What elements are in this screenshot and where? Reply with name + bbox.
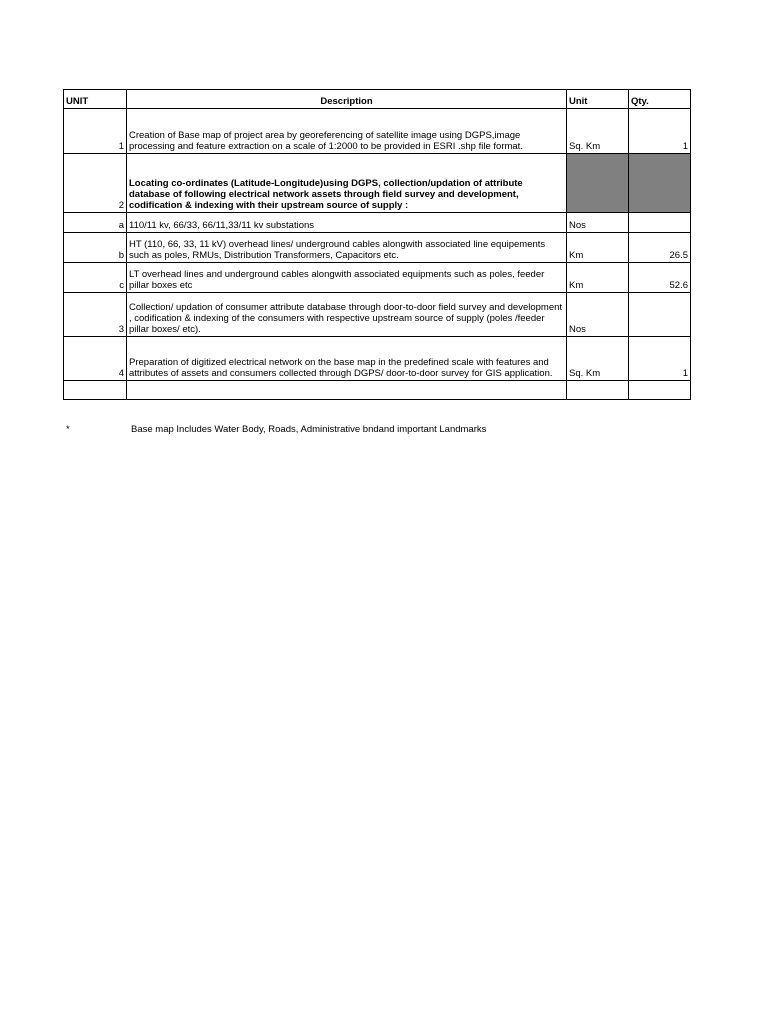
table-row: [64, 337, 691, 381]
row-description: 110/11 kv, 66/33, 66/11,33/11 kv substations: [127, 213, 567, 233]
table-row: [64, 109, 691, 154]
row-qty: 1: [629, 109, 691, 154]
header-unit: UNIT: [64, 90, 127, 109]
row-unit: Sq. Km: [567, 337, 629, 381]
row-description: Locating co-ordinates (Latitude-Longitude)using DGPS, collection/updation of attribute database of following electrical network assets through field survey and development, codification & indexing with their upstream source of supply :: [127, 154, 567, 213]
empty-cell: [567, 381, 629, 400]
row-unit: Nos: [567, 293, 629, 337]
row-qty: 1: [629, 337, 691, 381]
row-number: 4: [64, 337, 127, 381]
shaded-cell: [629, 154, 691, 213]
row-number: a: [64, 213, 127, 233]
empty-cell: [629, 381, 691, 400]
row-qty: 52.6: [629, 263, 691, 293]
scope-table: [63, 89, 691, 400]
row-number: 2: [64, 154, 127, 213]
row-number: c: [64, 263, 127, 293]
row-description: Preparation of digitized electrical network on the base map in the predefined scale with features and attributes of assets and consumers collected through DGPS/ door-to-door survey for GIS application.: [127, 337, 567, 381]
shaded-cell: [567, 154, 629, 213]
footnote-text: Base map Includes Water Body, Roads, Administrative bndand important Landmarks: [131, 424, 487, 435]
row-description: Creation of Base map of project area by georeferencing of satellite image using DGPS,image processing and feature extraction on a scale of 1:2000 to be provided in ESRI .shp file format.: [127, 109, 567, 154]
row-description: HT (110, 66, 33, 11 kV) overhead lines/ underground cables alongwith associated line equipements such as poles, RMUs, Distribution Transformers, Capacitors etc.: [127, 233, 567, 263]
row-description: Collection/ updation of consumer attribute database through door-to-door field survey and development , codification & indexing of the consumers with respective upstream source of supply (poles /feeder pillar boxes/ etc).: [127, 293, 567, 337]
header-description: Description: [127, 90, 567, 109]
row-number: b: [64, 233, 127, 263]
header-row: [64, 90, 691, 109]
empty-row: [64, 381, 691, 400]
row-qty: [629, 293, 691, 337]
table-row: [64, 213, 691, 233]
row-unit: Km: [567, 263, 629, 293]
table-row: [64, 233, 691, 263]
empty-cell: [64, 381, 127, 400]
row-qty: [629, 213, 691, 233]
row-unit: Km: [567, 233, 629, 263]
row-description: LT overhead lines and underground cables alongwith associated equipments such as poles, feeder pillar boxes etc: [127, 263, 567, 293]
row-unit: Nos: [567, 213, 629, 233]
row-qty: 26.5: [629, 233, 691, 263]
header-unit-of-measure: Unit: [567, 90, 629, 109]
footnote-marker: *: [66, 424, 70, 435]
empty-cell: [127, 381, 567, 400]
header-qty: Qty.: [629, 90, 691, 109]
row-unit: Sq. Km: [567, 109, 629, 154]
table-row: [64, 293, 691, 337]
row-number: 1: [64, 109, 127, 154]
table-row: [64, 263, 691, 293]
row-number: 3: [64, 293, 127, 337]
table-row: [64, 154, 691, 213]
